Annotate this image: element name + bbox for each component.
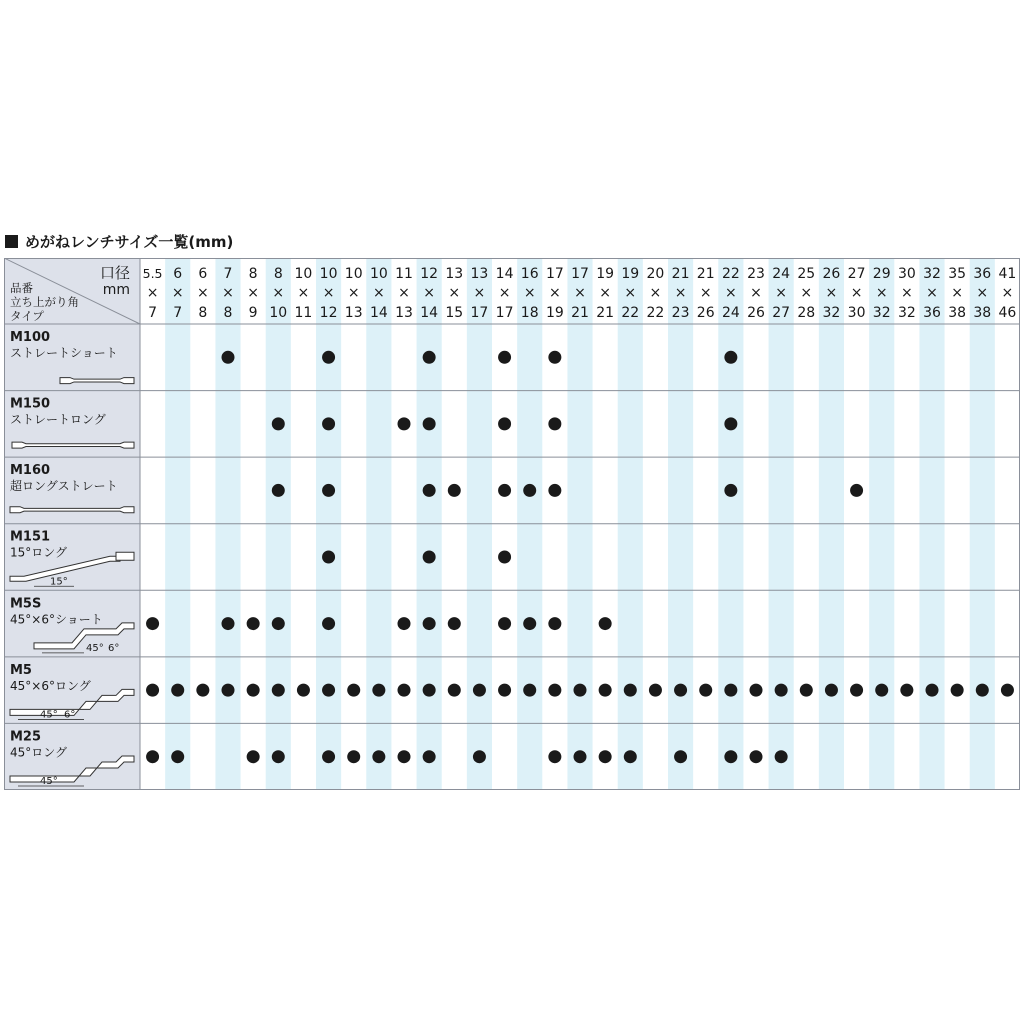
- column-header-12: [445, 266, 463, 321]
- column-header-top: 35: [948, 266, 967, 282]
- column-header-times: ×: [146, 285, 159, 301]
- column-header-bottom: 8: [223, 305, 233, 321]
- availability-dot: [322, 617, 335, 630]
- availability-dot: [473, 684, 486, 697]
- column-header-bottom: 14: [420, 305, 439, 321]
- column-header-bottom: 23: [671, 305, 690, 321]
- column-header-top: 30: [897, 266, 916, 282]
- availability-dot: [448, 684, 461, 697]
- availability-dot: [272, 617, 285, 630]
- availability-dot: [775, 750, 788, 763]
- availability-dot: [322, 351, 335, 364]
- column-header-top: 41: [998, 266, 1017, 282]
- column-header-bottom: 11: [294, 305, 313, 321]
- availability-dot: [398, 684, 411, 697]
- column-header-10: [395, 266, 413, 321]
- column-header-8: [345, 266, 363, 321]
- column-header-top: 16: [520, 266, 539, 282]
- column-header-top: 6: [198, 266, 208, 282]
- column-header-times: ×: [1001, 285, 1014, 301]
- availability-dot: [498, 617, 511, 630]
- table-row-m5: [10, 663, 1014, 721]
- column-header-top: 23: [747, 266, 765, 282]
- column-header-bottom: 30: [847, 305, 866, 321]
- availability-dot: [247, 617, 260, 630]
- column-header-bottom: 38: [973, 305, 992, 321]
- column-header-24: [747, 266, 765, 321]
- availability-dot: [347, 684, 360, 697]
- column-header-top: 25: [797, 266, 816, 282]
- availability-dot: [548, 617, 561, 630]
- availability-dot: [423, 750, 436, 763]
- availability-dot: [423, 417, 436, 430]
- column-header-times: ×: [347, 285, 360, 301]
- availability-dot: [272, 750, 285, 763]
- row-model-label: M5S: [10, 596, 42, 612]
- availability-dot: [322, 684, 335, 697]
- availability-dot: [146, 684, 159, 697]
- column-header-6: [295, 266, 313, 321]
- availability-dot: [347, 750, 360, 763]
- column-header-top: 13: [445, 266, 464, 282]
- column-header-top: 29: [872, 266, 891, 282]
- column-header-22: [697, 266, 715, 321]
- availability-dot: [272, 484, 285, 497]
- column-header-26: [797, 266, 815, 321]
- availability-dot: [574, 750, 587, 763]
- column-header-top: 19: [596, 266, 615, 282]
- availability-dot: [523, 684, 536, 697]
- column-header-times: ×: [171, 285, 184, 301]
- availability-dot: [247, 684, 260, 697]
- column-header-top: 10: [344, 266, 363, 282]
- column-header-bottom: 18: [520, 305, 539, 321]
- availability-dot: [498, 684, 511, 697]
- column-header-top: 22: [721, 266, 740, 282]
- column-header-top: 36: [973, 266, 992, 282]
- column-header-34: [999, 266, 1017, 321]
- column-header-bottom: 12: [319, 305, 338, 321]
- header-corner-label-1: 立ち上がり角: [10, 295, 79, 309]
- column-header-top: 20: [646, 266, 665, 282]
- availability-dot: [750, 750, 763, 763]
- availability-dot: [322, 484, 335, 497]
- availability-dot: [775, 684, 788, 697]
- wrench-size-table: [4, 258, 1020, 790]
- availability-dot: [548, 417, 561, 430]
- column-header-times: ×: [800, 285, 813, 301]
- row-type-label: ストレートショート: [10, 346, 118, 360]
- column-header-times: ×: [247, 285, 260, 301]
- column-header-20: [647, 266, 665, 321]
- availability-dot: [498, 417, 511, 430]
- availability-dot: [674, 684, 687, 697]
- page-title-text: めがねレンチサイズ一覧(mm): [25, 232, 234, 251]
- column-header-bottom: 17: [495, 305, 514, 321]
- availability-dot: [247, 750, 260, 763]
- column-header-top: 8: [273, 266, 283, 282]
- column-header-times: ×: [699, 285, 712, 301]
- availability-dot: [875, 684, 888, 697]
- wrench-head: [116, 552, 134, 560]
- column-header-top: 10: [319, 266, 338, 282]
- column-header-bottom: 38: [948, 305, 967, 321]
- availability-dot: [548, 750, 561, 763]
- availability-dot: [146, 617, 159, 630]
- angle-label-0: 15°: [50, 576, 68, 588]
- column-header-times: ×: [649, 285, 662, 301]
- column-header-times: ×: [674, 285, 687, 301]
- column-header-4: [247, 266, 259, 321]
- column-header-times: ×: [423, 285, 436, 301]
- row-model-label: M160: [10, 463, 51, 479]
- availability-dot: [724, 417, 737, 430]
- availability-dot: [900, 684, 913, 697]
- column-header-bottom: 7: [173, 305, 183, 321]
- column-header-times: ×: [724, 285, 737, 301]
- column-header-18: [596, 266, 614, 321]
- availability-dot: [171, 684, 184, 697]
- column-header-top: 21: [671, 266, 690, 282]
- column-header-times: ×: [196, 285, 209, 301]
- row-model-label: M25: [10, 729, 42, 745]
- row-type-label: ストレートロング: [10, 412, 106, 427]
- availability-dot: [322, 551, 335, 564]
- column-header-bottom: 28: [797, 305, 816, 321]
- availability-dot: [599, 617, 612, 630]
- availability-dot: [724, 484, 737, 497]
- availability-dot: [624, 684, 637, 697]
- header-corner-label-2: タイプ: [10, 309, 44, 323]
- availability-dot: [372, 684, 385, 697]
- availability-dot: [750, 684, 763, 697]
- column-header-bottom: 15: [445, 305, 464, 321]
- column-header-times: ×: [548, 285, 561, 301]
- column-header-1: [172, 266, 184, 321]
- column-header-0: [143, 266, 163, 321]
- availability-dot: [1001, 684, 1014, 697]
- column-header-times: ×: [825, 285, 838, 301]
- availability-dot: [548, 351, 561, 364]
- availability-dot: [423, 551, 436, 564]
- availability-dot: [825, 684, 838, 697]
- column-header-times: ×: [372, 285, 385, 301]
- availability-dot: [574, 684, 587, 697]
- row-type-label: 45°×6°ロング: [10, 678, 91, 693]
- row-type-label: 超ロングストレート: [10, 479, 118, 494]
- column-header-bottom: 26: [747, 305, 765, 321]
- availability-dot: [850, 684, 863, 697]
- column-header-bottom: 46: [998, 305, 1017, 321]
- column-header-times: ×: [875, 285, 888, 301]
- availability-dot: [548, 484, 561, 497]
- angle-label-1: 6°: [64, 709, 76, 721]
- column-header-top: 27: [847, 266, 866, 282]
- column-header-bottom: 13: [344, 305, 363, 321]
- column-header-bottom: 27: [772, 305, 791, 321]
- availability-dot: [222, 351, 235, 364]
- availability-dot: [372, 750, 385, 763]
- column-header-top: 19: [621, 266, 640, 282]
- availability-dot: [146, 750, 159, 763]
- column-header-bottom: 26: [696, 305, 715, 321]
- row-model-label: M100: [10, 330, 51, 345]
- column-header-bottom: 14: [369, 305, 388, 321]
- column-header-times: ×: [398, 285, 410, 301]
- column-header-bottom: 32: [897, 305, 916, 321]
- row-type-label: 45°×6°ショート: [10, 612, 103, 627]
- column-header-bottom: 8: [198, 305, 208, 321]
- column-header-top: 5.5: [142, 266, 163, 281]
- column-header-bottom: 21: [596, 305, 615, 321]
- availability-dot: [926, 684, 939, 697]
- column-header-bottom: 22: [621, 305, 640, 321]
- column-header-times: ×: [599, 285, 612, 301]
- column-header-times: ×: [750, 285, 762, 301]
- column-header-top: 24: [772, 266, 791, 282]
- availability-dot: [976, 684, 989, 697]
- column-header-times: ×: [272, 285, 285, 301]
- column-header-top: 14: [495, 266, 514, 282]
- availability-dot: [724, 750, 737, 763]
- row-type-label: 15°ロング: [10, 545, 68, 560]
- angle-label-0: 45°: [40, 776, 58, 787]
- column-header-32: [948, 266, 966, 321]
- availability-dot: [398, 750, 411, 763]
- availability-dot: [498, 484, 511, 497]
- column-header-times: ×: [322, 285, 335, 301]
- column-header-top: 10: [294, 266, 313, 282]
- availability-dot: [523, 484, 536, 497]
- column-header-times: ×: [624, 285, 637, 301]
- row-model-label: M151: [10, 529, 51, 545]
- availability-dot: [322, 417, 335, 430]
- availability-dot: [649, 684, 662, 697]
- availability-dot: [599, 750, 612, 763]
- angle-label-0: 45°: [86, 642, 104, 654]
- bullet-square-icon: [5, 235, 18, 248]
- row-type-label: 45°ロング: [10, 745, 68, 760]
- column-header-bottom: 19: [545, 305, 564, 321]
- availability-dot: [699, 684, 712, 697]
- availability-dot: [171, 750, 184, 763]
- column-header-top: 6: [173, 266, 183, 282]
- column-header-top: 17: [545, 266, 564, 282]
- availability-dot: [548, 684, 561, 697]
- column-header-times: ×: [900, 285, 913, 301]
- availability-dot: [724, 684, 737, 697]
- availability-dot: [398, 617, 411, 630]
- column-header-bottom: 7: [148, 305, 158, 321]
- column-header-bottom: 9: [248, 305, 258, 321]
- availability-dot: [724, 351, 737, 364]
- column-header-times: ×: [498, 285, 511, 301]
- column-header-30: [898, 266, 916, 321]
- availability-dot: [448, 484, 461, 497]
- angle-label-1: 6°: [108, 642, 120, 654]
- column-header-top: 26: [822, 266, 841, 282]
- column-header-bottom: 32: [872, 305, 891, 321]
- availability-dot: [448, 617, 461, 630]
- column-header-top: 12: [420, 266, 439, 282]
- availability-dot: [951, 684, 964, 697]
- availability-dot: [498, 551, 511, 564]
- availability-dot: [624, 750, 637, 763]
- column-header-bottom: 21: [571, 305, 589, 321]
- availability-dot: [398, 417, 411, 430]
- availability-dot: [423, 684, 436, 697]
- column-header-3: [222, 266, 234, 321]
- header-unit-label: mm: [102, 282, 130, 298]
- availability-dot: [322, 750, 335, 763]
- column-header-times: ×: [473, 285, 486, 301]
- column-header-times: ×: [297, 285, 310, 301]
- column-header-top: 32: [923, 266, 941, 282]
- availability-dot: [800, 684, 813, 697]
- availability-dot: [523, 617, 536, 630]
- column-header-top: 17: [571, 266, 589, 282]
- availability-dot: [423, 484, 436, 497]
- column-header-bottom: 13: [395, 305, 413, 321]
- column-header-bottom: 17: [470, 305, 489, 321]
- column-header-top: 7: [223, 266, 233, 282]
- row-model-label: M150: [10, 396, 51, 412]
- column-header-28: [848, 266, 866, 321]
- column-header-times: ×: [976, 285, 989, 301]
- availability-dot: [196, 684, 209, 697]
- column-header-times: ×: [850, 285, 863, 301]
- availability-dot: [222, 684, 235, 697]
- availability-dot: [674, 750, 687, 763]
- row-model-label: M5: [10, 662, 32, 678]
- column-header-14: [496, 266, 514, 321]
- availability-dot: [297, 684, 310, 697]
- column-header-times: ×: [222, 285, 234, 301]
- column-header-top: 11: [395, 266, 413, 282]
- column-header-bottom: 32: [822, 305, 841, 321]
- column-header-times: ×: [523, 285, 536, 301]
- availability-dot: [272, 417, 285, 430]
- column-header-bottom: 22: [646, 305, 665, 321]
- column-header-times: ×: [574, 285, 586, 301]
- availability-dot: [423, 617, 436, 630]
- availability-dot: [473, 750, 486, 763]
- column-header-16: [546, 266, 564, 321]
- column-header-2: [197, 266, 209, 321]
- column-header-times: ×: [775, 285, 788, 301]
- availability-dot: [850, 484, 863, 497]
- column-header-top: 13: [470, 266, 489, 282]
- column-header-bottom: 24: [721, 305, 740, 321]
- column-header-top: 10: [369, 266, 388, 282]
- availability-dot: [222, 617, 235, 630]
- column-header-top: 8: [248, 266, 258, 282]
- header-bore-label: 口径: [99, 264, 130, 282]
- column-header-times: ×: [448, 285, 461, 301]
- column-header-top: 21: [696, 266, 715, 282]
- header-corner-label-0: 品番: [10, 281, 33, 295]
- angle-label-0: 45°: [40, 709, 58, 721]
- availability-dot: [599, 684, 612, 697]
- column-header-bottom: 36: [923, 305, 941, 321]
- availability-dot: [498, 351, 511, 364]
- availability-dot: [423, 351, 436, 364]
- column-header-bottom: 10: [269, 305, 288, 321]
- page-title: [5, 228, 233, 254]
- availability-dot: [272, 684, 285, 697]
- column-header-times: ×: [926, 285, 938, 301]
- column-header-times: ×: [951, 285, 964, 301]
